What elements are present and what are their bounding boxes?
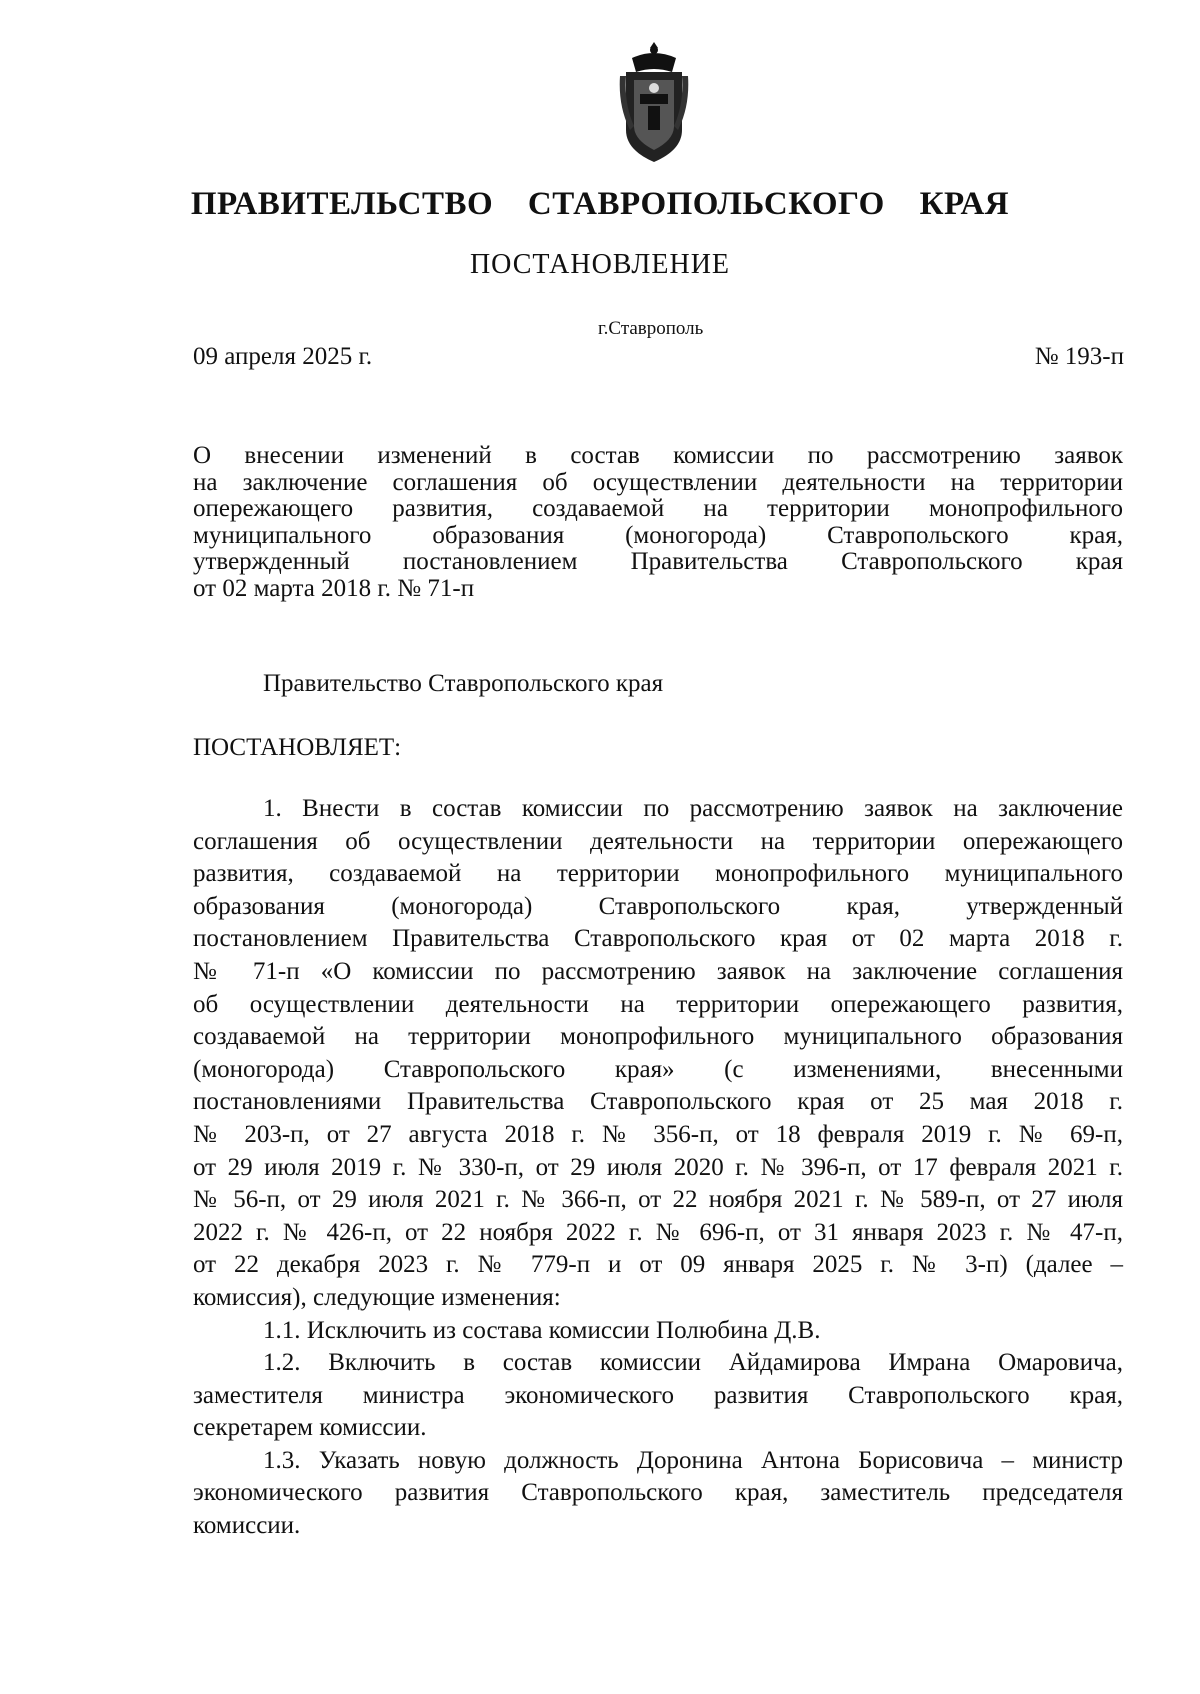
subject-line: на заключение соглашения об осуществлении деятельности на территории (193, 468, 1123, 496)
document-date: 09 апреля 2025 г. (193, 343, 373, 370)
body-line: экономического развития Ставропольского края, заместитель председателя (193, 1479, 1123, 1507)
subject-line: от 02 марта 2018 г. № 71-п (193, 574, 475, 602)
document-city: г.Ставрополь (598, 318, 704, 339)
body-line: № 203-п, от 27 августа 2018 г. № 356-п, от 18 февраля 2019 г. № 69-п, (193, 1120, 1123, 1148)
government-title: ПРАВИТЕЛЬСТВО СТАВРОПОЛЬСКОГО КРАЯ (190, 186, 1010, 222)
body-line: № 56-п, от 29 июля 2021 г. № 366-п, от 22 ноября 2021 г. № 589-п, от 27 июля (193, 1186, 1123, 1214)
body-line: постановлением Правительства Ставропольского края от 02 марта 2018 г. (193, 925, 1123, 953)
body-line: развития, создаваемой на территории монопрофильного муниципального (193, 860, 1123, 888)
document-number: № 193-п (1034, 343, 1124, 370)
body-line: от 29 июля 2019 г. № 330-п, от 29 июля 2020 г. № 396-п, от 17 февраля 2021 г. (193, 1153, 1123, 1181)
body-line: 1.3. Указать новую должность Доронина Антона Борисовича – министр (263, 1446, 1123, 1474)
body-line: соглашения об осуществлении деятельности на территории опережающего (193, 827, 1123, 855)
subject-line: О внесении изменений в состав комиссии по рассмотрению заявок (193, 442, 1123, 469)
body-line: постановлениями Правительства Ставропольского края от 25 мая 2018 г. (193, 1088, 1123, 1116)
body-line: комиссия), следующие изменения: (193, 1283, 561, 1311)
document-body (193, 793, 1123, 1543)
body-line: образования (моногорода) Ставропольского края, утвержденный (193, 892, 1123, 920)
body-line: от 22 декабря 2023 г. № 779-п и от 09 января 2025 г. № 3-п) (далее – (193, 1251, 1123, 1279)
item-1-2 (193, 1347, 1123, 1445)
body-line: № 71-п «О комиссии по рассмотрению заявок на заключение соглашения (193, 957, 1123, 985)
body-line: создаваемой на территории монопрофильного муниципального образования (193, 1023, 1123, 1051)
document-subject (193, 443, 1123, 602)
body-line: 1. Внести в состав комиссии по рассмотрению заявок на заключение (263, 795, 1123, 822)
item-1-1 (193, 1315, 1123, 1348)
issuer: Правительство Ставропольского края (263, 670, 664, 697)
item-1-3 (193, 1445, 1123, 1543)
body-line: заместителя министра экономического развития Ставропольского края, (193, 1381, 1123, 1409)
coat-of-arms-icon (618, 36, 690, 164)
subject-line: утвержденный постановлением Правительства Ставропольского края (193, 548, 1123, 575)
item-1 (193, 793, 1123, 1315)
subject-line: муниципального образования (моногорода) Ставропольского края, (193, 521, 1123, 549)
document-type: ПОСТАНОВЛЕНИЕ (469, 249, 731, 280)
body-line: 1.2. Включить в состав комиссии Айдамирова Имрана Омаровича, (263, 1349, 1123, 1377)
decree-word: ПОСТАНОВЛЯЕТ: (193, 734, 402, 761)
body-line: об осуществлении деятельности на территории опережающего развития, (193, 990, 1123, 1018)
body-line: 1.1. Исключить из состава комиссии Полюбина Д.В. (263, 1316, 821, 1344)
body-line: 2022 г. № 426-п, от 22 ноября 2022 г. № 696-п, от 31 января 2023 г. № 47-п, (193, 1218, 1123, 1246)
body-line: секретарем комиссии. (193, 1414, 427, 1442)
body-line: (моногорода) Ставропольского края» (с изменениями, внесенными (193, 1055, 1123, 1083)
subject-line: опережающего развития, создаваемой на территории монопрофильного (193, 495, 1123, 522)
body-line: комиссии. (193, 1512, 301, 1540)
